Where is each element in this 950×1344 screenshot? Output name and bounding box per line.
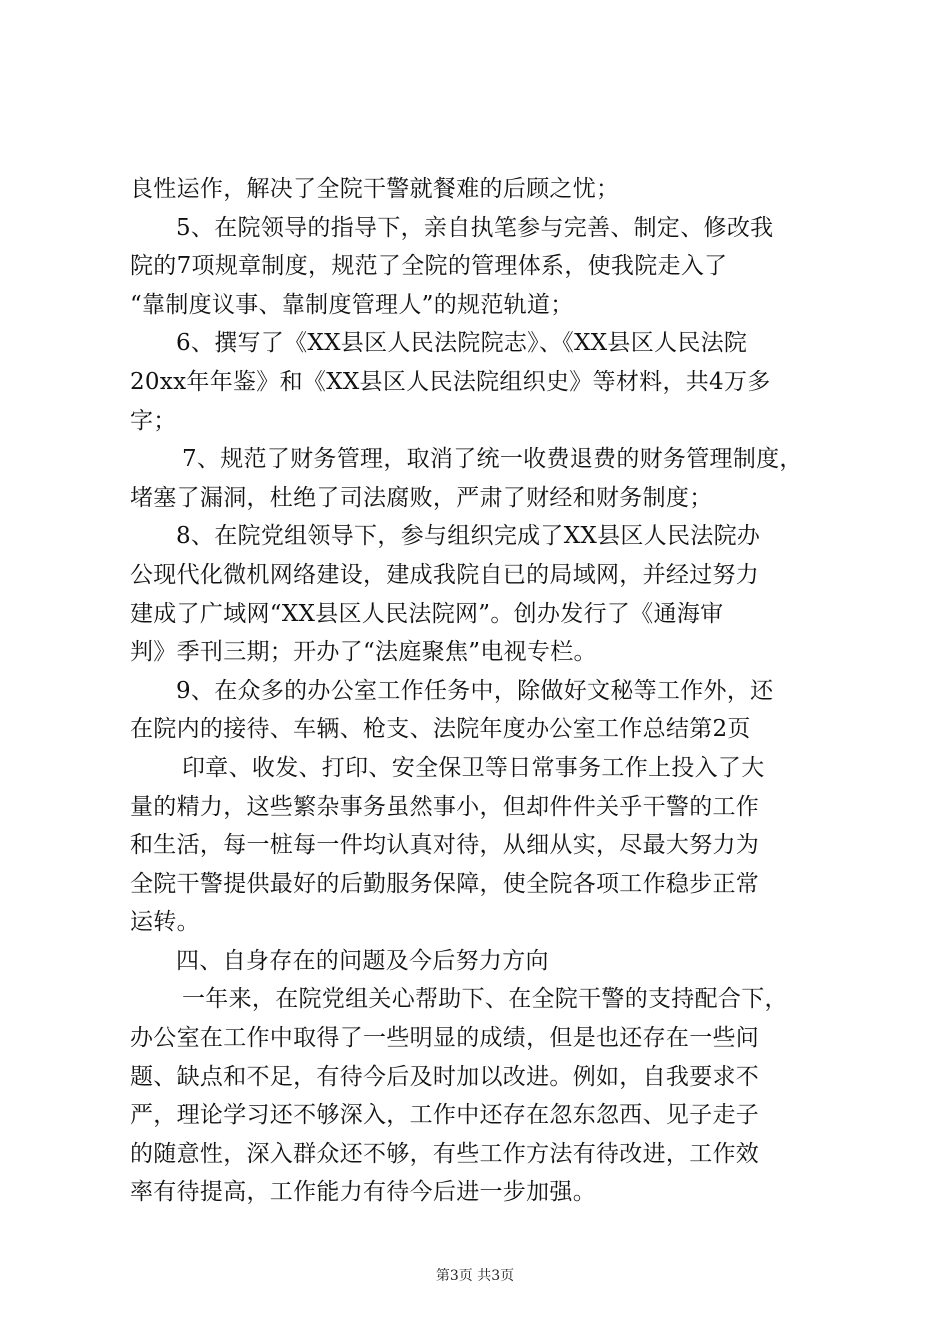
text-line: “靠制度议事、靠制度管理人”的规范轨道； <box>130 291 574 318</box>
text-line: 20xx年年鉴》和《XX县区人民法院组织史》等材料，共4万多 <box>130 368 771 395</box>
text-line: 良性运作，解决了全院干警就餐难的后顾之忧； <box>130 176 620 202</box>
text-line: 在院内的接待、车辆、枪支、法院年度办公室工作总结第2页 <box>130 716 751 743</box>
text-line: 量的精力，这些繁杂事务虽然事小，但却件件关乎干警的工作 <box>130 793 760 820</box>
section-heading: 四、自身存在的问题及今后努力方向 <box>176 947 549 974</box>
text-line: 堵塞了漏洞，杜绝了司法腐败，严肃了财经和财务制度； <box>130 484 713 511</box>
text-line: 字； <box>130 407 177 434</box>
text-line: 和生活，每一桩每一件均认真对待，从细从实，尽最大努力为 <box>130 832 760 859</box>
text-line: 院的7项规章制度，规范了全院的管理体系，使我院走入了 <box>130 253 728 280</box>
text-line: 5、在院领导的指导下，亲自执笔参与完善、制定、修改我 <box>176 214 774 241</box>
text-line: 9、在众多的办公室工作任务中，除做好文秘等工作外，还 <box>176 677 774 704</box>
text-line: 7、规范了财务管理，取消了统一收费退费的财务管理制度， <box>182 446 803 473</box>
text-line: 办公室在工作中取得了一些明显的成绩，但是也还存在一些问 <box>130 1025 760 1052</box>
text-line: 的随意性，深入群众还不够，有些工作方法有待改进，工作效 <box>130 1140 760 1167</box>
document-body <box>130 170 830 1212</box>
text-line: 严，理论学习还不够深入，工作中还存在忽东忽西、见子走子 <box>130 1102 760 1129</box>
text-line: 建成了广域网“XX县区人民法院网”。创办发行了《通海审 <box>130 600 724 627</box>
text-line: 全院干警提供最好的后勤服务保障，使全院各项工作稳步正常 <box>130 870 760 897</box>
text-line: 判》季刊三期；开办了“法庭聚焦”电视专栏。 <box>130 639 597 666</box>
text-line: 6、撰写了《XX县区人民法院院志》、《XX县区人民法院 <box>176 330 748 357</box>
text-line: 印章、收发、打印、安全保卫等日常事务工作上投入了大 <box>182 754 765 781</box>
text-line: 一年来，在院党组关心帮助下、在全院干警的支持配合下， <box>182 986 788 1013</box>
text-line: 运转。 <box>130 909 200 936</box>
page-number-footer: 第3页 共3页 <box>435 1268 515 1284</box>
text-line: 率有待提高，工作能力有待今后进一步加强。 <box>130 1179 596 1206</box>
text-line: 题、缺点和不足，有待今后及时加以改进。例如，自我要求不 <box>130 1063 760 1090</box>
text-line: 公现代化微机网络建设，建成我院自已的局域网，并经过努力 <box>130 561 760 588</box>
text-line: 8、在院党组领导下，参与组织完成了XX县区人民法院办 <box>176 523 761 550</box>
